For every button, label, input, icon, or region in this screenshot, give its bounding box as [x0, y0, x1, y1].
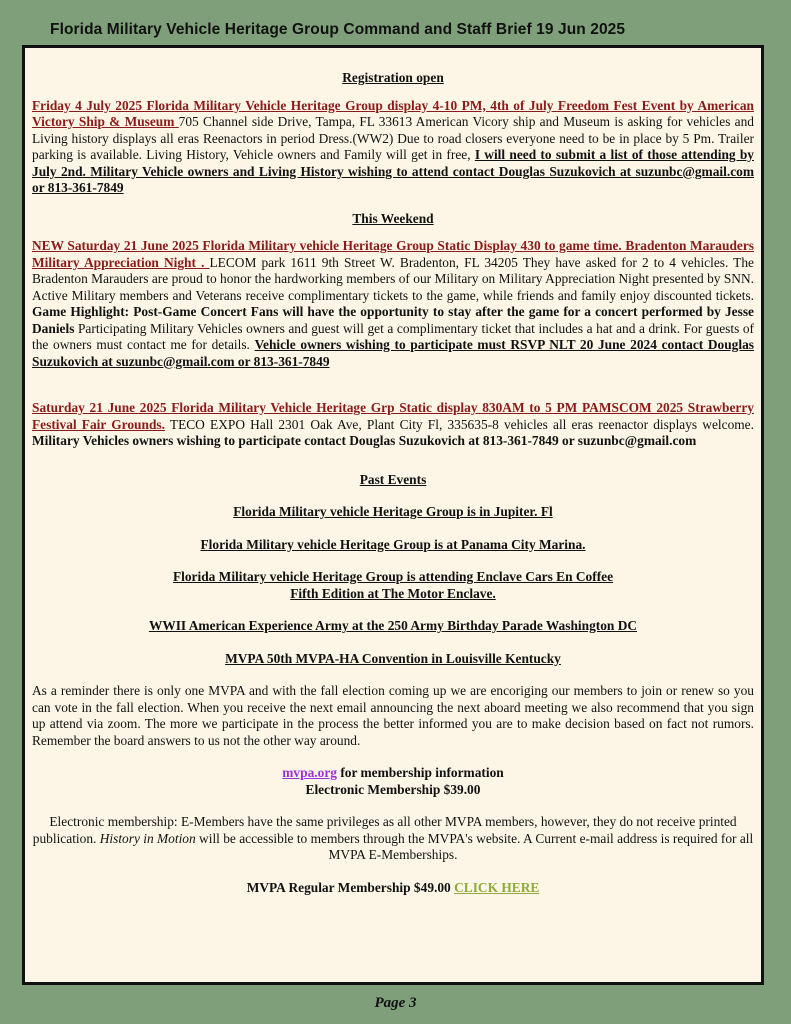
emember-publication: History in Motion [99, 830, 196, 846]
weekend-event-1-highlight: Game Highlight: Post-Game Concert Fans will have the opportunity to stay after the game for a concert performed by Jesse Daniels [32, 304, 754, 336]
weekend-event-1-body2: Participating Military Vehicles owners and guest will get a complimentary ticket that includes a hat and a drink. For guests of the owners must contact me for details. [32, 320, 754, 352]
past-event-item: WWII American Experience Army at the 250 Army Birthday Parade Washington DC [148, 618, 638, 633]
past-event-item: Florida Military vehicle Heritage Group is in Jupiter. Fl [233, 504, 553, 519]
content-frame [22, 45, 764, 985]
weekend-event-1 [32, 238, 754, 370]
registration-event [32, 98, 754, 197]
regular-membership-line [32, 880, 754, 897]
weekend-event-2-body: TECO EXPO Hall 2301 Oak Ave, Plant City Fl, 335635-8 vehicles all eras reenactor displays welcome. [164, 416, 754, 432]
registration-heading: Registration open [342, 70, 444, 85]
emember-text-pre: Electronic membership: E-Members have the same privileges as all other MVPA members, however, they do not receive printed publication. [32, 814, 737, 846]
registration-event-body: 705 Channel side Drive, Tampa, FL 33613 American Vicory ship and Museum is asking for vehicles and Living history displays all eras Reenactors in period Dress.(WW2) Due to road closers everyone need to be in place by 5 Pm. Trailer parking is available. Living History, Vehicle owners and Family will get in free, [32, 114, 754, 162]
emember-paragraph [32, 814, 754, 864]
membership-link-suffix: for membership information [336, 765, 504, 780]
weekend-event-1-title: NEW Saturday 21 June 2025 Florida Military vehicle Heritage Group Static Display 430 to game time. Bradenton Marauders Military Appreciation Night . [32, 238, 754, 270]
electronic-membership-price: Electronic Membership $39.00 [305, 781, 481, 797]
past-event-item: Florida Military vehicle Heritage Group is attending Enclave Cars En Coffee [172, 569, 614, 584]
weekend-event-2-contact: Military Vehicles owners wishing to participate contact Douglas Suzukovich at 813-361-7849 or suzunbc@gmail.com [32, 433, 697, 448]
past-event-item: Fifth Edition at The Motor Enclave. [290, 585, 496, 601]
weekend-event-2-title: Saturday 21 June 2025 Florida Military Vehicle Heritage Grp Static display 830AM to 5 PM PAMSCOM 2025 Strawberry Festival Fair Grounds. [32, 400, 754, 432]
regular-membership-label: MVPA Regular Membership $49.00 [246, 879, 455, 895]
past-event-item: MVPA 50th MVPA-HA Convention in Louisville Kentucky [225, 650, 561, 666]
past-event-item: Florida Military vehicle Heritage Group is at Panama City Marina. [200, 536, 586, 552]
weekend-event-1-body: LECOM park 1611 9th Street W. Bradenton, FL 34205 They have asked for 2 to 4 vehicles. The Bradenton Marauders are proud to honor the hardworking members of our Military on Military Appreciation Night presented by SNN. Active Military members and Veterans receive complimentary tickets to the game, while friends and family enjoy discounted tickets. [32, 254, 755, 303]
click-here-link[interactable]: CLICK HERE [454, 879, 540, 895]
registration-event-title: Friday 4 July 2025 Florida Military Vehicle Heritage Group display 4-10 PM, 4th of July Freedom Fest Event by American Victory Ship & Museum [32, 97, 754, 129]
reminder-paragraph: As a reminder there is only one MVPA and with the fall election coming up we are encoriging our members to join or renew so you can vote in the fall election. When you receive the next email announcing the next aboard meeting we also recommend that you sign up attend via zoom. The more we participate in the process the better informed you are to make decision based on fact not rumors. Remember the board answers to us not the other way around. [32, 683, 754, 748]
emember-text-post: will be accessible to members through the MVPA's website. A Current e-mail address is required for all MVPA E-Memberships. [195, 830, 754, 862]
weekend-event-1-contact: Vehicle owners wishing to participate must RSVP NLT 20 June 2024 contact Douglas Suzukovich at suzunbc@gmail.com or 813-361-7849 [32, 337, 755, 369]
page-number: Page 3 [374, 995, 417, 1011]
this-weekend-heading: This Weekend [352, 210, 434, 226]
membership-link-line [32, 765, 754, 782]
page-header-title: Florida Military Vehicle Heritage Group Command and Staff Brief 19 Jun 2025 [50, 21, 626, 38]
content-body [25, 48, 761, 896]
weekend-event-2 [32, 400, 754, 450]
registration-event-contact: I will need to submit a list of those attending by July 2nd. Military Vehicle owners and Living History wishing to attend contact Douglas Suzukovich at suzunbc@gmail.com or 813-361-7849 [32, 147, 754, 195]
past-events-heading: Past Events [359, 471, 427, 487]
mvpa-org-link[interactable]: mvpa.org [282, 765, 337, 780]
